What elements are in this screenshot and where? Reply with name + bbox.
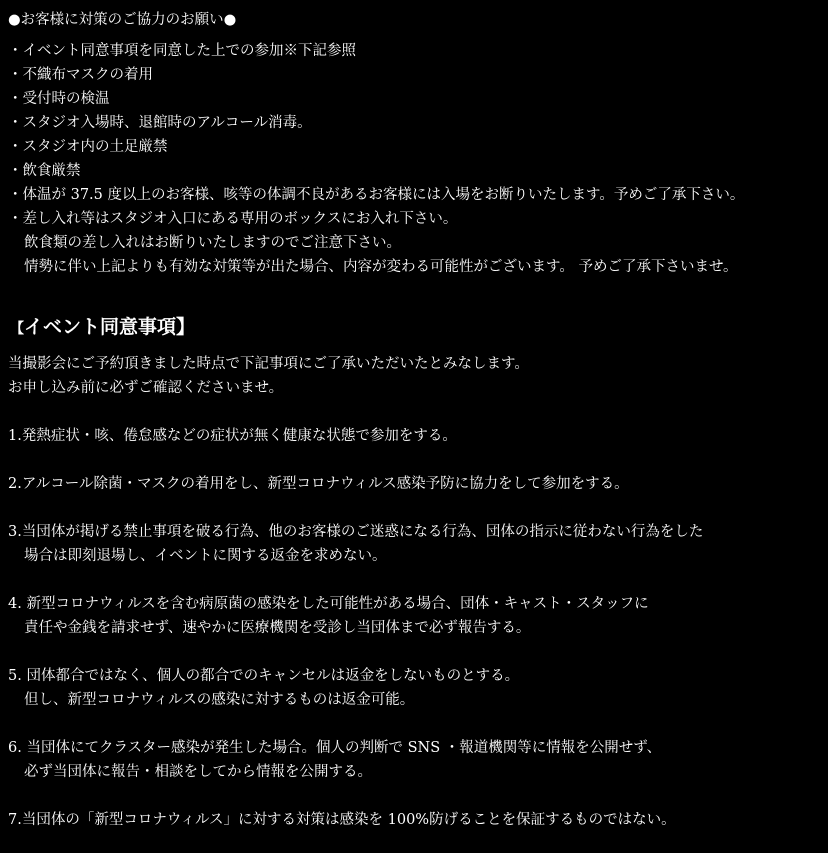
notice-item: ・受付時の検温: [8, 91, 110, 107]
agreement-term: 4. 新型コロナウィルスを含む病原菌の感染をした可能性がある場合、団体・キャスト・スタッフに: [8, 596, 649, 612]
notice-item: ・差し入れ等はスタジオ入口にある専用のボックスにお入れ下さい。: [8, 211, 458, 227]
agreement-intro: 当撮影会にご予約頂きました時点で下記事項にご了承いただいたとみなします。: [8, 356, 529, 372]
agreement-term-continuation: 責任や金銭を請求せず、速やかに医療機関を受診し当団体まで必ず報告する。: [24, 620, 531, 636]
notice-item: ・飲食厳禁: [8, 163, 81, 179]
notice-item: ・不織布マスクの着用: [8, 67, 153, 83]
notice-item: ・スタジオ内の土足厳禁: [8, 139, 168, 155]
agreement-term: 5. 団体都合ではなく、個人の都合でのキャンセルは返金をしないものとする。: [8, 668, 520, 684]
agreement-intro: お申し込み前に必ずご確認くださいませ。: [8, 380, 284, 396]
notice-item: ・スタジオ入場時、退館時のアルコール消毒。: [8, 115, 312, 131]
agreement-term-continuation: 場合は即刻退場し、イベントに関する返金を求めない。: [24, 548, 387, 564]
agreement-heading: [10, 315, 195, 341]
agreement-term: 3.当団体が掲げる禁止事項を破る行為、他のお客様のご迷惑になる行為、団体の指示に従わない行為をした: [8, 524, 704, 540]
agreement-term-continuation: 必ず当団体に報告・相談をしてから情報を公開する。: [24, 764, 372, 780]
agreement-term-continuation: 但し、新型コロナウィルスの感染に対するものは返金可能。: [24, 692, 415, 708]
notice-continuation: 情勢に伴い上記よりも有効な対策等が出た場合、内容が変わる可能性がございます。 予めご了承下さいませ。: [24, 259, 738, 275]
notice-item: ・体温が 37.5 度以上のお客様、咳等の体調不良があるお客様には入場をお断りいたします。予めご了承下さい。: [8, 187, 745, 203]
notice-item: ・イベント同意事項を同意した上での参加※下記参照: [8, 43, 356, 59]
agreement-term: 7.当団体の「新型コロナウィルス」に対する対策は感染を 100%防げることを保証するものではない。: [8, 812, 676, 828]
agreement-term: 2.アルコール除菌・マスクの着用をし、新型コロナウィルス感染予防に協力をして参加をする。: [8, 476, 629, 492]
agreement-term: 6. 当団体にてクラスター感染が発生した場合。個人の判断で SNS ・報道機関等に情報を公開せず、: [8, 740, 662, 756]
notice-continuation: 飲食類の差し入れはお断りいたしますのでご注意下さい。: [24, 235, 401, 251]
heading-text: イベント同意事項】: [24, 316, 196, 338]
heading-bracket: 【: [10, 321, 24, 337]
notice-title: ●お客様に対策のご協力のお願い●: [8, 12, 237, 28]
agreement-term: 1.発熱症状・咳、倦怠感などの症状が無く健康な状態で参加をする。: [8, 428, 457, 444]
